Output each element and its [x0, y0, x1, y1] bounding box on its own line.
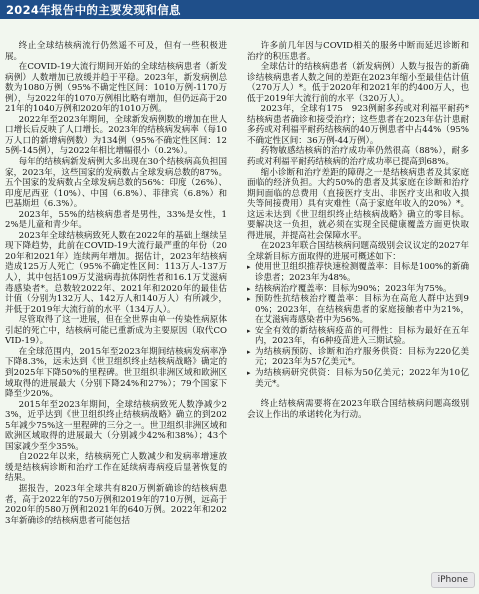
paragraph: 在全球范围内，2015年至2023年期间结核病发病率净下降8.3%，远未达到《世卫组织终止结核病战略》确定的到2025年下降50%的里程碑。世卫组织非洲区域和欧洲区域取得的进展最大（分别下降24%和27%）；79个国家下降至少20%。 — [5, 346, 227, 400]
paragraph: 缩小诊断和治疗差距的障碍之一是结核病患者及其家庭面临的经济负担。大约50%的患者及其家庭在诊断和治疗期间面临的总费用（直接医疗支出、非医疗支出和收入损失等间接费用）具有灾难性（高于家庭年收入的20%）*。这远未达到《世卫组织终止结核病战略》确立的零目标。要解决这一负担，就必须在实现全民健康覆盖方面更快取得进展，并提高社会保障水平。 — [247, 167, 469, 241]
triangle-bullet-icon: ▸ — [247, 326, 251, 335]
triangle-bullet-icon: ▸ — [247, 368, 251, 377]
paragraph: 2023年，55%的结核病患者是男性，33%是女性，12%是儿童和青少年。 — [5, 209, 227, 231]
paragraph: 2015年至2023年期间，全球结核病致死人数净减少23%，近乎达到《世卫组织终止结核病战略》确立的到2025年减少75%这一里程碑的三分之一。世卫组织非洲区域和欧洲区域取得的进展最大（分别减少42%和38%）；43个国家减少至少35%。 — [5, 399, 227, 452]
triangle-bullet-icon: ▸ — [247, 263, 251, 272]
triangle-bullet-icon: ▸ — [247, 347, 251, 356]
left-column — [5, 41, 227, 526]
list-item: ▸ 安全有效的新结核病疫苗的可得性：目标为最好在五年内，2023年，有6种疫苗进入三期试验。 — [247, 325, 469, 347]
report-page — [0, 19, 479, 594]
paragraph: 在COVID-19大流行期间开始的全球结核病患者（新发病例）人数增加已放缓并趋于平稳。2023年，新发病例总数为1080万例（95%不确定性区间：1010万例-1170万例），与2022年的1070万例相比略有增加，但仍远高于2021年的1040万例和2020年的1010万例。 — [5, 62, 227, 115]
paragraph: 2023年全球结核病致死人数在2022年的基础上继续呈现下降趋势，此前在COVID-19大流行最严重的年份（2020年和2021年）连续两年增加。据估计，2023年结核病造成125万人死亡（95%不确定性区间：113万人-137万人），其中包括109万艾滋病毒抗体阴性者和16.1万艾滋病毒感染者*。总数较2022年、2021年和2020年的最佳估计值（分别为132万人、142万人和140万人）有所减少，并低于2019年大流行前的水平（134万人）。 — [5, 230, 227, 315]
triangle-bullet-icon: ▸ — [247, 284, 251, 293]
paragraph: 尽管取得了这一进展，但在全世界由单一传染性病原体引起的死亡中，结核病可能已重新成为主要原因（取代COVID-19）。 — [5, 315, 227, 347]
paragraph: 2023年，全球有175 923例耐多药或对利福平耐药*结核病患者确诊和接受治疗；这些患者在2023年估计患耐多药或对利福平耐药结核病的40万例患者中占44%（95%不确定性区间：36万例-44万例）。 — [247, 104, 469, 146]
triangle-bullet-icon: ▸ — [247, 295, 251, 304]
iphone-watermark: iPhone — [431, 572, 475, 588]
right-column — [247, 41, 469, 420]
list-item: ▸ 结核病治疗覆盖率：目标为90%；2023年为75%。 — [247, 283, 452, 294]
paragraph: 自2022年以来，结核病死亡人数减少和发病率增速放缓是结核病诊断和治疗工作在延续病毒病疫后显著恢复的结果。 — [5, 452, 227, 484]
report-section-title: 2024年报告中的主要发现和信息 — [6, 3, 181, 17]
paragraph: 每年的结核病新发病例大多出现在30个结核病高负担国家，2023年，这些国家的发病数占全球发病总数的87%。五个国家的发病数占全球发病总数的56%：印度（26%）、印度尼西亚（10%）、中国（6.8%）、菲律宾（6.8%）和巴基斯坦（6.3%）。 — [5, 157, 227, 210]
report-header-bar — [0, 0, 479, 19]
closing-paragraph: 终止结核病需要将在2023年联合国结核病问题高级别会议上作出的承诺转化为行动。 — [247, 399, 469, 420]
paragraph: 许多前几年因与COVID相关的服务中断而延迟诊断和治疗的积压患者。 — [247, 41, 469, 62]
paragraph: 全球估计的结核病患者（新发病例）人数与报告的新确诊结核病患者人数之间的差距在2023年缩小至最佳估计值（270万人）*。低于2020年和2021年的约400万人，也低于2019年大流行前的水平（320万人）。 — [247, 62, 469, 104]
progress-list — [247, 262, 469, 389]
paragraph: 2022年至2023年期间，全球新发病例数的增加在世人口增长后反映了人口增长。2023年的结核病发病率（每10万人口的新增病例数）为134例（95%不确定性区间：125例-145例），与2022年相比增幅很小（0.2%）。 — [5, 114, 227, 157]
paragraph: 在2023年联合国结核病问题高级别会议议定的2027年全球新目标方面取得的进展可概述如下： — [247, 241, 469, 262]
list-item: ▸ 为结核病预防、诊断和治疗服务供资：目标为220亿美元；2023年为57亿美元*。 — [247, 346, 469, 368]
list-item: ▸ 为结核病研究供资：目标为50亿美元；2022年为10亿美元*。 — [247, 367, 469, 389]
paragraph: 终止全球结核病流行仍然遥不可及，但有一些积极进展。 — [5, 41, 227, 62]
paragraph: 药物敏感结核病的治疗成功率仍然很高（88%），耐多药或对利福平耐药结核病的治疗成功率已提高到68%。 — [247, 146, 469, 168]
list-item: ▸ 使用世卫组织推荐快速检测覆盖率：目标是100%的新确诊患者；2023年为48%。 — [247, 262, 469, 284]
paragraph: 据报告，2023年全球共有820万例新确诊的结核病患者，高于2022年的750万例和2019年的710万例，远高于2020年的580万例和2021年的640万例。2022年和2023年新确诊的结核病患者可能包括 — [5, 483, 227, 526]
list-item: ▸ 预防性抗结核治疗覆盖率：目标为在高危人群中达到90%；2023年，在结核病患者的家庭接触者中为21%，在艾滋病毒感染者中为56%。 — [247, 294, 469, 326]
